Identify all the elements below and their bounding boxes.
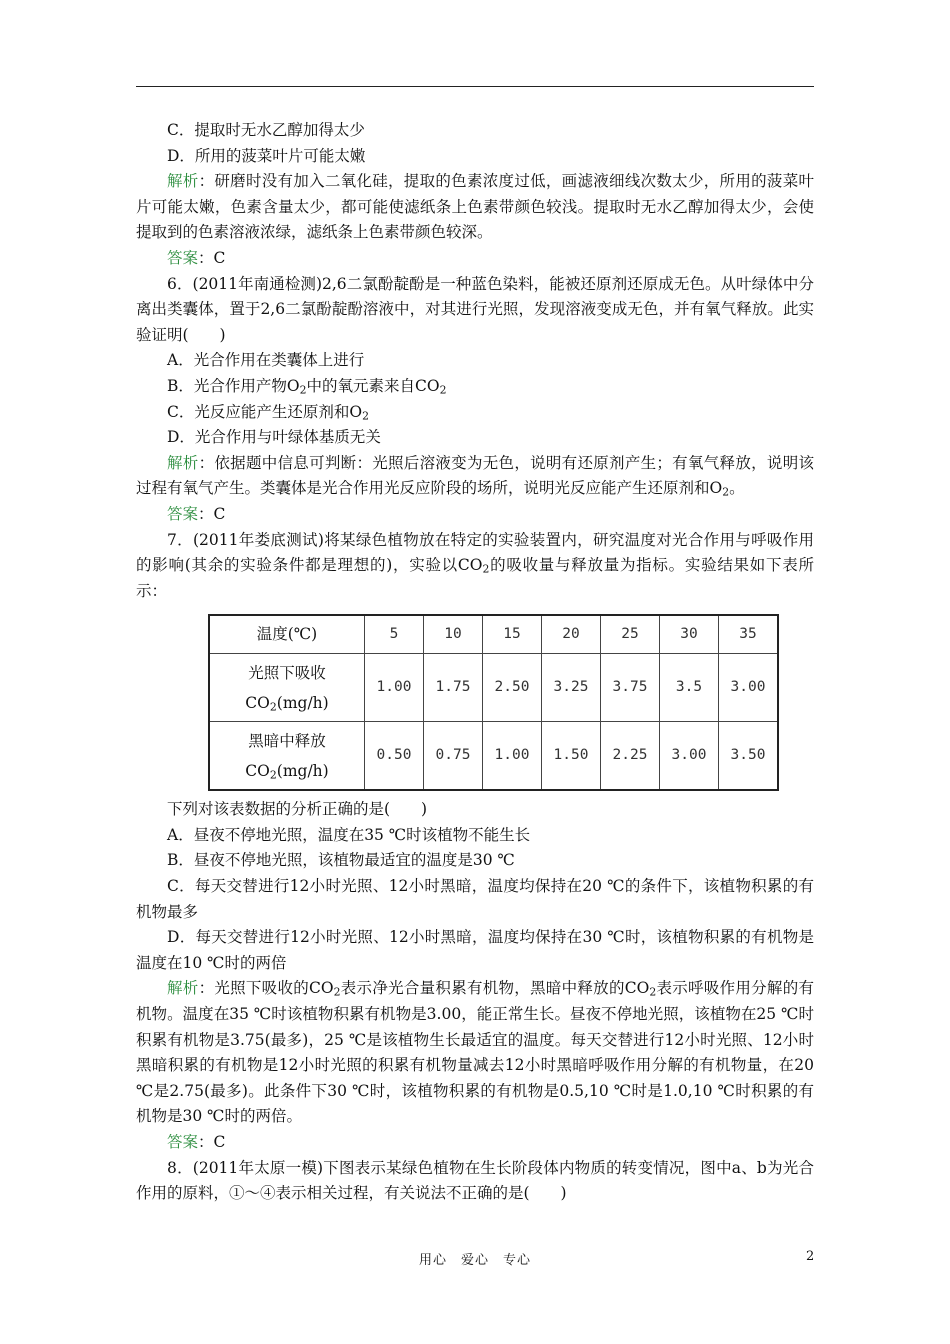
answer-label: 答案 xyxy=(167,504,199,523)
q7-option-d: D．每天交替进行12小时光照、12小时黑暗，温度均保持在30 ℃时，该植物积累的有机物是温度在10 ℃时的两倍 xyxy=(136,928,814,972)
value-cell: 2.25 xyxy=(601,722,660,791)
row-label-light: 光照下吸收 $CO_2(mg/h)$ xyxy=(209,654,365,722)
temp-cell: 30 xyxy=(660,615,719,654)
answer-text: ：C xyxy=(198,1133,226,1151)
q5-analysis xyxy=(136,169,814,246)
q7-analysis xyxy=(136,976,814,1130)
q7-stem xyxy=(136,528,814,605)
q6-b-text2: 中的氧元素来自CO xyxy=(306,376,440,395)
value-cell: 3.75 xyxy=(601,654,660,722)
analysis-sub: 2 xyxy=(333,986,341,1000)
analysis-text3: 表示呼吸作用分解的有机物。温度在35 ℃时该植物积累有机物是3.00，能正常生长。昼夜不停地光照，该植物在25 ℃时积累有机物是3.75(最多)，25 ℃是该植物生长最适宜的温度。每天交替进行12小时光照、12小时黑暗积累的有机物是12小时光照的积累有机物量减去12小时黑暗呼吸作用分解的有机物量，在20 ℃是2.75(最多)。此条件下30 ℃时，该植物积累的有机物是0.5,10 ℃时是1.0,10 ℃时积累的有机物是30 ℃时的两倍。 xyxy=(136,979,814,1126)
analysis-label: 解析 xyxy=(167,172,199,191)
analysis-text2: 表示净光合量积累有机物，黑暗中释放的CO xyxy=(340,979,650,998)
value-cell: 3.00 xyxy=(719,654,779,722)
q6-c-sub: 2 xyxy=(362,409,369,423)
temp-cell: 5 xyxy=(365,615,424,654)
q6-answer xyxy=(136,502,814,528)
value-cell: 1.50 xyxy=(542,722,601,791)
temp-cell: 15 xyxy=(483,615,542,654)
value-cell: 3.00 xyxy=(660,722,719,791)
q6-option-b xyxy=(136,374,814,400)
value-cell: 3.50 xyxy=(719,722,779,791)
temp-cell: 10 xyxy=(424,615,483,654)
q5-answer xyxy=(136,246,814,272)
value-cell: 3.5 xyxy=(660,654,719,722)
analysis-text: ：研磨时没有加入二氧化硅，提取的色素浓度过低，画滤液细线次数太少，所用的菠菜叶片可能太嫩，色素含量太少，都可能使滤纸条上色素带颜色较浅。提取时无水乙醇加得太少，会使提取到的色素溶液浓绿，滤纸条上色素带颜色较深。 xyxy=(136,172,814,242)
row-label-dark: 黑暗中释放 $CO_2(mg/h)$ xyxy=(209,722,365,791)
q6-option-c xyxy=(136,400,814,426)
q7-option-a: A．昼夜不停地光照，温度在35 ℃时该植物不能生长 xyxy=(167,825,531,844)
q6-b-sub2: 2 xyxy=(439,383,447,397)
analysis-label: 解析 xyxy=(167,453,199,472)
value-cell: 0.75 xyxy=(424,722,483,791)
q6-c-text: C．光反应能产生还原剂和O xyxy=(167,402,363,421)
temp-cell: 25 xyxy=(601,615,660,654)
value-cell: 0.50 xyxy=(365,722,424,791)
temp-cell: 35 xyxy=(719,615,779,654)
q6-option-a: A．光合作用在类囊体上进行 xyxy=(167,351,365,370)
q5-option-c: C．提取时无水乙醇加得太少 xyxy=(167,121,365,139)
analysis-label: 解析 xyxy=(167,979,199,998)
analysis-text: ：依据题中信息可判断：光照后溶液变为无色，说明有还原剂产生；有氧气释放，说明该过程有氧气产生。类囊体是光合作用光反应阶段的场所，说明光反应能产生还原剂和O xyxy=(136,453,814,498)
header-temperature: 温度(℃) xyxy=(209,615,365,654)
table-row-dark xyxy=(209,722,778,791)
value-cell: 3.25 xyxy=(542,654,601,722)
value-cell: 2.50 xyxy=(483,654,542,722)
q7-question: 下列对该表数据的分析正确的是( ) xyxy=(167,800,428,819)
value-cell: 1.00 xyxy=(483,722,542,791)
q6-stem: 6．(2011年南通检测)2,6二氯酚靛酚是一种蓝色染料，能被还原剂还原成无色。从叶绿体中分离出类囊体，置于2,6二氯酚靛酚溶液中，对其进行光照，发现溶液变成无色，并有氧气释放。此实验证明( ) xyxy=(136,274,814,344)
q7-option-c: C．每天交替进行12小时光照、12小时黑暗，温度均保持在20 ℃的条件下，该植物积累的有机物最多 xyxy=(136,877,814,921)
page-number: 2 xyxy=(806,1249,815,1264)
q5-option-d: D．所用的菠菜叶片可能太嫩 xyxy=(167,146,366,165)
answer-label: 答案 xyxy=(167,1133,199,1151)
analysis-sub2: 2 xyxy=(649,986,657,1000)
value-cell: 1.00 xyxy=(365,654,424,722)
q7-option-b: B．昼夜不停地光照，该植物最适宜的温度是30 ℃ xyxy=(167,851,515,870)
value-cell: 1.75 xyxy=(424,654,483,722)
temp-cell: 20 xyxy=(542,615,601,654)
q8-stem: 8．(2011年太原一模)下图表示某绿色植物在生长阶段体内物质的转变情况，图中a、b为光合作用的原料，①～④表示相关过程，有关说法不正确的是( ) xyxy=(136,1158,814,1203)
analysis-sub: 2 xyxy=(722,486,730,500)
analysis-text: ：光照下吸收的CO xyxy=(198,979,334,998)
analysis-text-end: 。 xyxy=(729,479,745,498)
document-body xyxy=(136,118,814,1207)
q7-stem-text2: 的吸收量与释放量为指标。实验结果如下表所示： xyxy=(136,556,814,600)
q6-b-text: B．光合作用产物O xyxy=(167,376,300,395)
answer-label: 答案 xyxy=(167,248,199,267)
header-rule xyxy=(136,86,814,87)
answer-text: ：C xyxy=(198,248,226,267)
table-row-header xyxy=(209,615,778,654)
table-row-light xyxy=(209,654,778,722)
q6-b-sub: 2 xyxy=(299,383,307,397)
results-table xyxy=(208,614,779,791)
answer-text: ：C xyxy=(198,504,226,523)
q7-stem-sub: 2 xyxy=(482,562,490,576)
q7-stem-text: 7．(2011年娄底测试)将某绿色植物放在特定的实验装置内，研究温度对光合作用与呼吸作用的影响(其余的实验条件都是理想的)，实验以CO xyxy=(136,530,814,575)
footer-motto: 用心 爱心 专心 xyxy=(418,1253,531,1268)
q7-answer xyxy=(136,1130,814,1156)
q6-option-d: D．光合作用与叶绿体基质无关 xyxy=(167,428,381,447)
q6-analysis xyxy=(136,451,814,502)
